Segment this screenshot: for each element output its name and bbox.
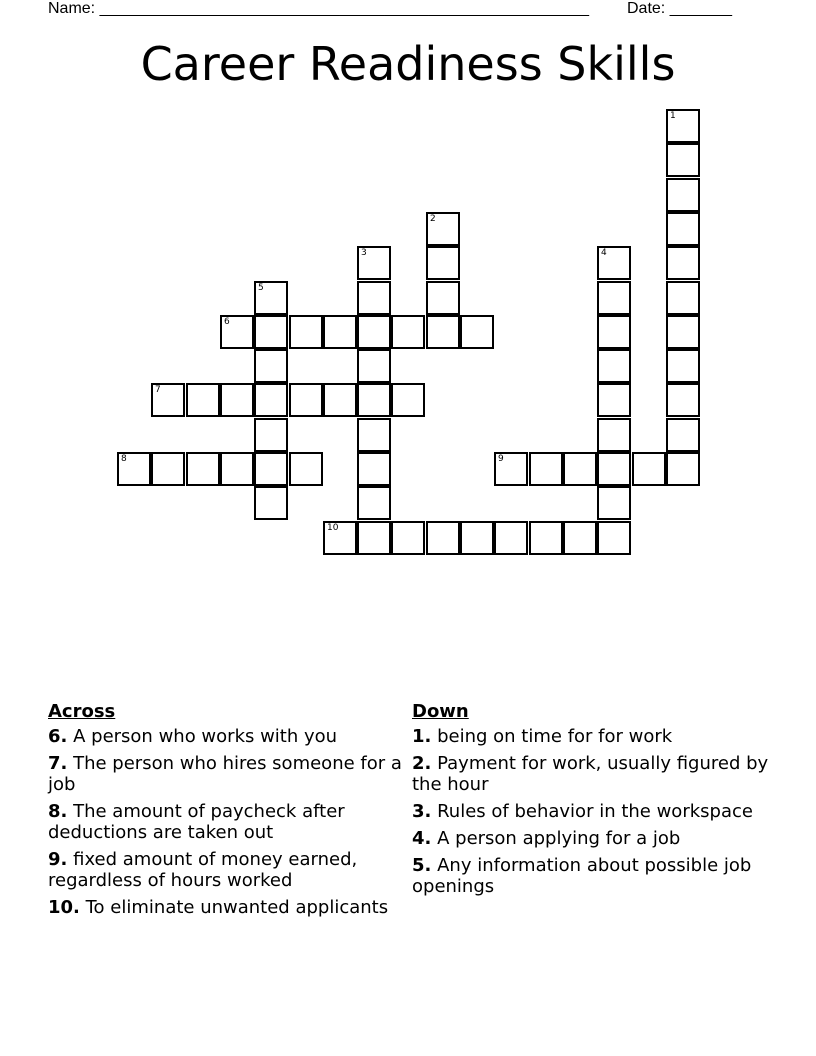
grid-cell[interactable]	[666, 246, 700, 280]
grid-cell[interactable]	[632, 452, 666, 486]
clue-number: 10	[327, 523, 339, 533]
grid-cell[interactable]	[391, 521, 425, 555]
clue-number: 8	[121, 454, 127, 464]
date-field-label: Date: _______	[627, 0, 732, 17]
clue-number: 7	[155, 385, 161, 395]
grid-cell[interactable]	[391, 383, 425, 417]
clue-down-2: 2. Payment for work, usually figured by the hour	[412, 753, 769, 795]
clue-down-5: 5. Any information about possible job openings	[412, 855, 752, 897]
across-heading: Across	[48, 701, 116, 722]
grid-cell[interactable]	[254, 383, 288, 417]
grid-cell[interactable]	[323, 383, 357, 417]
grid-cell[interactable]	[597, 418, 631, 452]
grid-cell[interactable]	[563, 452, 597, 486]
grid-cell[interactable]	[666, 178, 700, 212]
clue-down-1: 1. being on time for for work	[412, 726, 673, 747]
grid-cell[interactable]	[357, 383, 391, 417]
grid-cell[interactable]	[597, 246, 631, 280]
grid-cell[interactable]	[597, 281, 631, 315]
clue-across-6: 6. A person who works with you	[48, 726, 338, 747]
grid-cell[interactable]	[426, 246, 460, 280]
grid-cell[interactable]	[597, 452, 631, 486]
grid-cell[interactable]	[426, 315, 460, 349]
grid-cell[interactable]	[529, 452, 563, 486]
grid-cell[interactable]	[597, 383, 631, 417]
grid-cell[interactable]	[151, 383, 185, 417]
clue-across-9: 9. fixed amount of money earned, regardless of hours worked	[48, 849, 358, 891]
grid-cell[interactable]	[666, 452, 700, 486]
grid-cell[interactable]	[117, 452, 151, 486]
clue-number: 1	[670, 111, 676, 121]
grid-cell[interactable]	[289, 452, 323, 486]
grid-cell[interactable]	[220, 383, 254, 417]
grid-cell[interactable]	[323, 315, 357, 349]
grid-cell[interactable]	[254, 486, 288, 520]
grid-cell[interactable]	[597, 315, 631, 349]
grid-cell[interactable]	[494, 521, 528, 555]
grid-cell[interactable]	[357, 521, 391, 555]
grid-cell[interactable]	[323, 521, 357, 555]
grid-cell[interactable]	[254, 281, 288, 315]
down-clues	[412, 701, 772, 903]
grid-cell[interactable]	[357, 486, 391, 520]
grid-cell[interactable]	[426, 212, 460, 246]
grid-cell[interactable]	[254, 315, 288, 349]
grid-cell[interactable]	[597, 349, 631, 383]
clue-number: 3	[361, 248, 367, 258]
grid-cell[interactable]	[357, 418, 391, 452]
grid-cell[interactable]	[666, 143, 700, 177]
grid-cell[interactable]	[666, 212, 700, 246]
grid-cell[interactable]	[666, 281, 700, 315]
grid-cell[interactable]	[666, 315, 700, 349]
grid-cell[interactable]	[460, 315, 494, 349]
clue-across-8: 8. The amount of paycheck after deductions are taken out	[48, 801, 345, 843]
clue-number: 9	[498, 454, 504, 464]
grid-cell[interactable]	[666, 349, 700, 383]
grid-cell[interactable]	[357, 452, 391, 486]
page-title: Career Readiness Skills	[140, 37, 676, 91]
grid-cell[interactable]	[254, 452, 288, 486]
grid-cell[interactable]	[357, 281, 391, 315]
grid-cell[interactable]	[357, 349, 391, 383]
grid-cell[interactable]	[666, 418, 700, 452]
clue-across-10: 10. To eliminate unwanted applicants	[48, 897, 389, 918]
grid-cell[interactable]	[186, 383, 220, 417]
grid-cell[interactable]	[666, 383, 700, 417]
grid-cell[interactable]	[289, 315, 323, 349]
down-heading: Down	[412, 701, 469, 722]
grid-cell[interactable]	[597, 521, 631, 555]
grid-cell[interactable]	[563, 521, 597, 555]
grid-cell[interactable]	[391, 315, 425, 349]
grid-cell[interactable]	[357, 246, 391, 280]
grid-cell[interactable]	[151, 452, 185, 486]
grid-cell[interactable]	[529, 521, 563, 555]
clue-number: 5	[258, 283, 264, 293]
grid-cell[interactable]	[254, 349, 288, 383]
across-clues	[48, 701, 408, 924]
clue-number: 4	[601, 248, 607, 258]
name-field-label: Name: _______________________________________________________	[48, 0, 589, 17]
grid-cell[interactable]	[426, 521, 460, 555]
clue-number: 6	[224, 317, 230, 327]
grid-cell[interactable]	[254, 418, 288, 452]
clue-down-3: 3. Rules of behavior in the workspace	[412, 801, 753, 822]
grid-cell[interactable]	[494, 452, 528, 486]
clue-across-7: 7. The person who hires someone for a job	[48, 753, 402, 795]
grid-cell[interactable]	[220, 315, 254, 349]
grid-cell[interactable]	[220, 452, 254, 486]
grid-cell[interactable]	[289, 383, 323, 417]
grid-cell[interactable]	[357, 315, 391, 349]
grid-cell[interactable]	[460, 521, 494, 555]
clue-down-4: 4. A person applying for a job	[412, 828, 681, 849]
grid-cell[interactable]	[186, 452, 220, 486]
clue-number: 2	[430, 214, 436, 224]
grid-cell[interactable]	[597, 486, 631, 520]
grid-cell[interactable]	[426, 281, 460, 315]
grid-cell[interactable]	[666, 109, 700, 143]
